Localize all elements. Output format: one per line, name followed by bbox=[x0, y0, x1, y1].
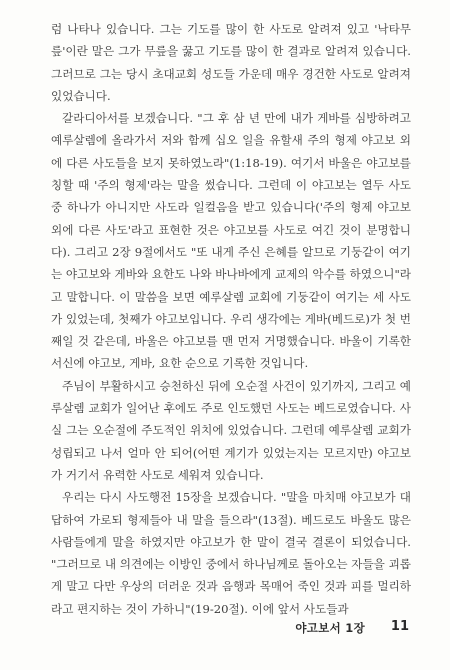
paragraph-1: 럼 나타나 있습니다. 그는 기도를 많이 한 사도로 알려져 있고 '낙타무릎'이란 말은 그가 무릎을 꿇고 기도를 많이 한 결과로 알려져 있습니다. 그러므로 그는 당시 초대교회 성도들 가운데 매우 경건한 사도로 알려져 있었습니다. bbox=[51, 22, 411, 103]
paragraph-3: 주님이 부활하시고 승천하신 뒤에 오순절 사건이 있기까지, 그리고 예루살렘 교회가 일어난 후에도 주로 인도했던 사도는 베드로였습니다. 사실 그는 오순절에 주도적인 위치에 있었습니다. 그런데 예루살렘 교회가 성립되고 나서 얼마 안 되어(어떤 계기가 있었는지는 모르지만) 야고보가 거기서 유력한 사도로 세워져 있습니다. bbox=[51, 378, 411, 482]
running-title: 야고보서 1장 bbox=[295, 621, 365, 635]
body-text bbox=[51, 18, 411, 620]
page-footer bbox=[51, 620, 411, 640]
page-number: 11 bbox=[390, 619, 409, 634]
paragraph-4: 우리는 다시 사도행전 15장을 보겠습니다. "말을 마치매 야고보가 대답하여 가로되 형제들아 내 말을 들으라"(13절). 베드로도 바울도 많은 사람들에게 말을 하였지만 야고보가 한 말이 결국 결론이 되었습니다. "그러므로 내 의견에는 이방인 중에서 하나님께로 돌아오는 자들을 괴롭게 말고 다만 우상의 더러운 것과 음행과 목매어 죽인 것과 피를 멀리하라고 편지하는 것이 가하니"(19-20절). 이에 앞서 사도들과 bbox=[51, 490, 411, 616]
paragraph-2: 갈라디아서를 보겠습니다. "그 후 삼 년 만에 내가 게바를 심방하려고 예루살렘에 올라가서 저와 함께 십오 일을 유할새 주의 형제 야고보 외에 다른 사도들을 보지 못하였노라"(1:18-19). 여기서 바울은 야고보를 칭할 때 '주의 형제'라는 말을 썼습니다. 그런데 이 야고보는 열두 사도 중 하나가 아니지만 사도라 일컬음을 받고 있습니다('주의 형제 야고보 외에 다른 사도'라고 표현한 것은 야고보를 사도로 여긴 것이 분명합니다). 그리고 2장 9절에서도 "또 내게 주신 은혜를 알므로 기둥같이 여기는 야고보와 게바와 요한도 나와 바나바에게 교제의 악수를 하였으니"라고 말합니다. 이 말씀을 보면 예루살렘 교회에 기둥같이 여기는 세 사도가 있었는데, 첫째가 야고보입니다. 우리 생각에는 게바(베드로)가 첫 번째일 것 같은데, 바울은 야고보를 맨 먼저 거명했습니다. 바울이 기록한 서신에 야고보, 게바, 요한 순으로 기록한 것입니다. bbox=[51, 111, 411, 371]
